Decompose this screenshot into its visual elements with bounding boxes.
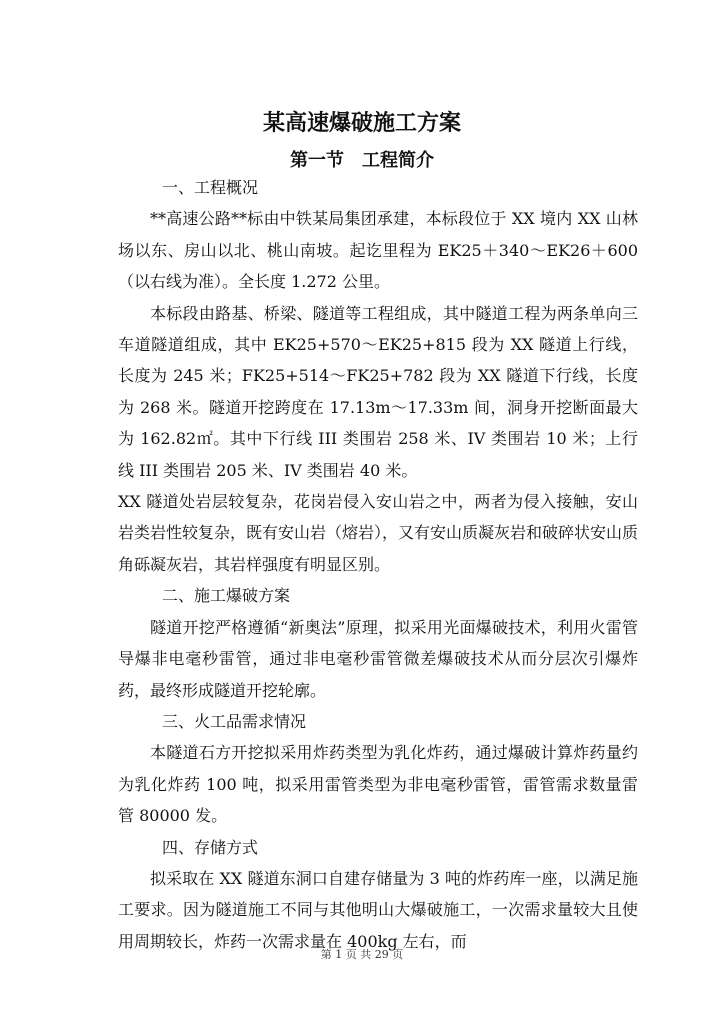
body-paragraph: XX 隧道处岩层较复杂，花岗岩侵入安山岩之中，两者为侵入接触，安山岩类岩性较复杂，既有安山岩（熔岩），又有安山质凝灰岩和破碎状安山质角砾凝灰岩，其岩样强度有明显区别。	[118, 492, 639, 574]
subsection-heading: 三、火工品需求情况	[162, 711, 307, 731]
subsection-explosives-demand	[118, 706, 638, 832]
body-paragraph: 本隧道石方开挖拟采用炸药类型为乳化炸药，通过爆破计算炸药量约为乳化炸药 100 吨，拟采用雷管类型为非电毫秒雷管，雷管需求数量雷管 80000 发。	[118, 743, 638, 826]
body-paragraph: 隧道开挖严格遵循“新奥法”原理，拟采用光面爆破技术，利用火雷管导爆非电毫秒雷管，通过非电毫秒雷管微差爆破技术从而分层次引爆炸药，最终形成隧道开挖轮廓。	[118, 617, 638, 700]
document-title: 某高速爆破施工方案	[262, 110, 461, 136]
subsection-project-overview	[118, 172, 638, 580]
subsection-heading: 四、存储方式	[162, 837, 259, 857]
page-footer: 第 1 页 共 29 页	[320, 948, 404, 961]
body-paragraph: **高速公路**标由中铁某局集团承建，本标段位于 XX 境内 XX 山林场以东、房山以北、桃山南坡。起讫里程为 EK25＋340～EK26＋600（以右线为准）。全长度 1.272 公里。	[118, 209, 638, 292]
document-body	[118, 172, 638, 957]
body-paragraph: 本标段由路基、桥梁、隧道等工程组成，其中隧道工程为两条单向三车道隧道组成，其中 EK25+570～EK25+815 段为 XX 隧道上行线，长度为 245 米；FK25+514～FK25+782 段为 XX 隧道下行线，长度为 268 米。隧道开挖跨度在 17.13m～17.33m 间，洞身开挖断面最大为 162.82㎡。其中下行线 III 类围岩 258 米、IV 类围岩 10 米；上行线 III 类围岩 205 米、IV 类围岩 40 米。	[118, 303, 638, 480]
subsection-heading: 二、施工爆破方案	[162, 586, 291, 606]
subsection-blasting-plan	[118, 580, 638, 706]
body-paragraph: 拟采取在 XX 隧道东洞口自建存储量为 3 吨的炸药库一座，以满足施工要求。因为隧道施工不同与其他明山大爆破施工，一次需求量较大且使用周期较长，炸药一次需求量在 400kg 左右，而	[118, 868, 638, 951]
section-heading: 第一节 工程简介	[290, 150, 434, 171]
subsection-heading: 一、工程概况	[162, 178, 259, 197]
subsection-storage-method	[118, 832, 638, 958]
